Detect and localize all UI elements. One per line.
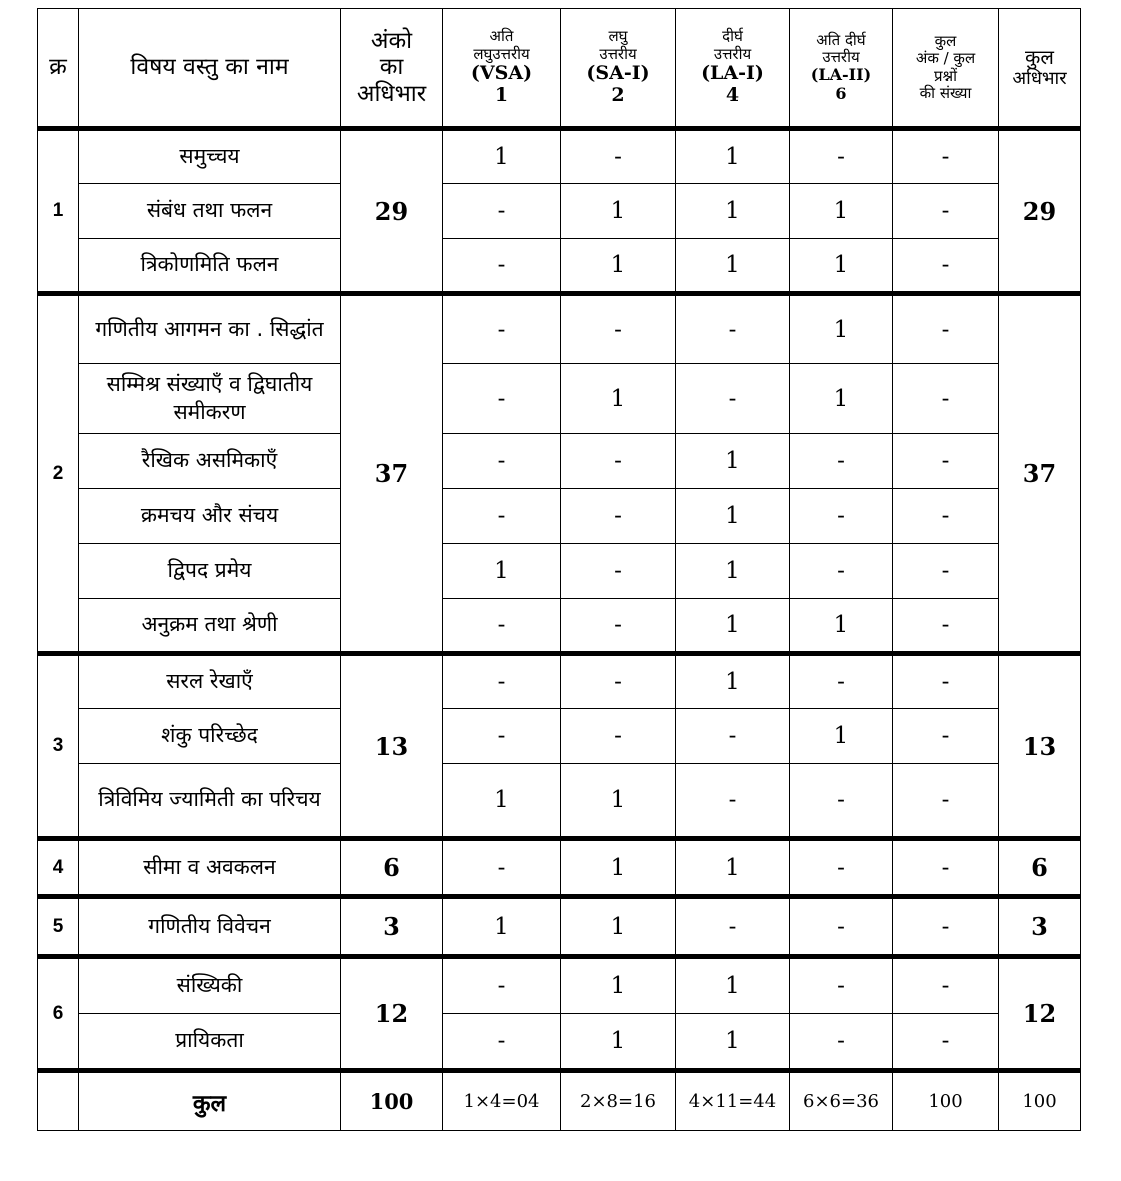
sa-count: 1 — [561, 957, 676, 1014]
table-row — [38, 654, 1081, 709]
header-vsa: अति लघुउत्तरीय (VSA) 1 — [443, 9, 561, 129]
la1-count: 1 — [676, 1014, 790, 1071]
unit-total-weight: 3 — [999, 897, 1081, 957]
total-questions: - — [893, 294, 999, 364]
total-questions: - — [893, 434, 999, 489]
topic-name: गणितीय आगमन का . सिद्धांत — [79, 294, 341, 364]
sa-count: - — [561, 294, 676, 364]
vsa-count: - — [443, 599, 561, 654]
la2-count: - — [790, 544, 893, 599]
total-questions: - — [893, 129, 999, 184]
unit-total-weight: 12 — [999, 957, 1081, 1071]
total-questions: - — [893, 184, 999, 239]
topic-name: प्रायिकता — [79, 1014, 341, 1071]
unit-total-weight: 6 — [999, 839, 1081, 897]
table-row — [38, 1014, 1081, 1071]
la2-count: - — [790, 129, 893, 184]
vsa-count: 1 — [443, 897, 561, 957]
unit-marks-weight: 6 — [341, 839, 443, 897]
topic-name: समुच्चय — [79, 129, 341, 184]
footer-total-weight: 100 — [999, 1071, 1081, 1131]
unit-number: 3 — [38, 654, 79, 839]
topic-name: गणितीय विवेचन — [79, 897, 341, 957]
header-row — [38, 9, 1081, 129]
unit-total-weight: 13 — [999, 654, 1081, 839]
sa-count: - — [561, 434, 676, 489]
total-questions: - — [893, 364, 999, 434]
vsa-count: 1 — [443, 544, 561, 599]
table-row — [38, 294, 1081, 364]
topic-name: अनुक्रम तथा श्रेणी — [79, 599, 341, 654]
unit-number: 6 — [38, 957, 79, 1071]
sa-count: 1 — [561, 184, 676, 239]
sa-count: 1 — [561, 897, 676, 957]
table-body — [38, 129, 1081, 1071]
topic-name: त्रिकोणमिति फलन — [79, 239, 341, 294]
vsa-count: - — [443, 434, 561, 489]
unit-marks-weight: 3 — [341, 897, 443, 957]
unit-number: 5 — [38, 897, 79, 957]
table-row — [38, 839, 1081, 897]
header-sa: लघु उत्तरीय (SA-I) 2 — [561, 9, 676, 129]
topic-name: सम्मिश्र संख्याऍं व द्विघातीय समीकरण — [79, 364, 341, 434]
table-row — [38, 239, 1081, 294]
vsa-count: 1 — [443, 129, 561, 184]
la2-count: - — [790, 654, 893, 709]
topic-name: त्रिविमिय ज्यामिती का परिचय — [79, 764, 341, 839]
sa-count: - — [561, 599, 676, 654]
la1-count: - — [676, 897, 790, 957]
total-questions: - — [893, 599, 999, 654]
total-questions: - — [893, 709, 999, 764]
table-row — [38, 544, 1081, 599]
la1-count: - — [676, 364, 790, 434]
vsa-count: - — [443, 709, 561, 764]
header-la1: दीर्घ उत्तरीय (LA-I) 4 — [676, 9, 790, 129]
la1-count: - — [676, 764, 790, 839]
footer-vsa: 1×4=04 — [443, 1071, 561, 1131]
topic-name: रैखिक असमिकाऍं — [79, 434, 341, 489]
topic-name: सीमा व अवकलन — [79, 839, 341, 897]
topic-name: सरल रेखाऍं — [79, 654, 341, 709]
la2-count: 1 — [790, 294, 893, 364]
la2-count: 1 — [790, 709, 893, 764]
vsa-count: - — [443, 1014, 561, 1071]
sa-count: 1 — [561, 1014, 676, 1071]
vsa-count: - — [443, 184, 561, 239]
la2-count: 1 — [790, 599, 893, 654]
la1-count: - — [676, 294, 790, 364]
la2-count: - — [790, 1014, 893, 1071]
la1-count: 1 — [676, 489, 790, 544]
la1-count: 1 — [676, 129, 790, 184]
unit-number: 1 — [38, 129, 79, 294]
table-row — [38, 184, 1081, 239]
header-total-weight: कुल अधिभार — [999, 9, 1081, 129]
vsa-count: - — [443, 839, 561, 897]
unit-marks-weight: 29 — [341, 129, 443, 294]
la2-count: 1 — [790, 184, 893, 239]
vsa-count: - — [443, 294, 561, 364]
table-row — [38, 764, 1081, 839]
sa-count: 1 — [561, 839, 676, 897]
unit-number: 4 — [38, 839, 79, 897]
footer-la2: 6×6=36 — [790, 1071, 893, 1131]
la2-count: 1 — [790, 364, 893, 434]
la1-count: 1 — [676, 544, 790, 599]
unit-marks-weight: 13 — [341, 654, 443, 839]
vsa-count: - — [443, 239, 561, 294]
sa-count: 1 — [561, 364, 676, 434]
total-questions: - — [893, 839, 999, 897]
footer-row — [38, 1071, 1081, 1131]
unit-marks-weight: 12 — [341, 957, 443, 1071]
la1-count: 1 — [676, 654, 790, 709]
total-questions: - — [893, 764, 999, 839]
header-total-questions: कुल अंक / कुल प्रश्नों की संख्या — [893, 9, 999, 129]
total-questions: - — [893, 239, 999, 294]
total-questions: - — [893, 897, 999, 957]
total-questions: - — [893, 544, 999, 599]
la2-count: 1 — [790, 239, 893, 294]
footer-label: कुल — [79, 1071, 341, 1131]
sa-count: - — [561, 489, 676, 544]
la1-count: - — [676, 709, 790, 764]
table-row — [38, 599, 1081, 654]
sa-count: - — [561, 709, 676, 764]
la1-count: 1 — [676, 957, 790, 1014]
la1-count: 1 — [676, 184, 790, 239]
table-row — [38, 129, 1081, 184]
sa-count: - — [561, 129, 676, 184]
blueprint-table — [37, 8, 1081, 1131]
la2-count: - — [790, 839, 893, 897]
table-row — [38, 364, 1081, 434]
sa-count: 1 — [561, 764, 676, 839]
total-questions: - — [893, 1014, 999, 1071]
topic-name: क्रमचय और संचय — [79, 489, 341, 544]
table-row — [38, 489, 1081, 544]
table-row — [38, 434, 1081, 489]
vsa-count: - — [443, 364, 561, 434]
sa-count: - — [561, 654, 676, 709]
table-row — [38, 709, 1081, 764]
header-marks-weight: अंको का अधिभार — [341, 9, 443, 129]
la1-count: 1 — [676, 599, 790, 654]
footer-la1: 4×11=44 — [676, 1071, 790, 1131]
header-la2: अति दीर्घ उत्तरीय (LA-II) 6 — [790, 9, 893, 129]
topic-name: संख्यिकी — [79, 957, 341, 1014]
footer-total-questions: 100 — [893, 1071, 999, 1131]
total-questions: - — [893, 654, 999, 709]
unit-total-weight: 37 — [999, 294, 1081, 654]
header-subject: विषय वस्तु का नाम — [79, 9, 341, 129]
la2-count: - — [790, 764, 893, 839]
vsa-count: - — [443, 654, 561, 709]
unit-marks-weight: 37 — [341, 294, 443, 654]
unit-number: 2 — [38, 294, 79, 654]
vsa-count: - — [443, 957, 561, 1014]
header-sn: क्र — [38, 9, 79, 129]
sa-count: 1 — [561, 239, 676, 294]
unit-total-weight: 29 — [999, 129, 1081, 294]
topic-name: शंकु परिच्छेद — [79, 709, 341, 764]
table-row — [38, 957, 1081, 1014]
la2-count: - — [790, 434, 893, 489]
topic-name: द्विपद प्रमेय — [79, 544, 341, 599]
topic-name: संबंध तथा फलन — [79, 184, 341, 239]
la2-count: - — [790, 957, 893, 1014]
la1-count: 1 — [676, 239, 790, 294]
table-row — [38, 897, 1081, 957]
la1-count: 1 — [676, 434, 790, 489]
vsa-count: 1 — [443, 764, 561, 839]
sa-count: - — [561, 544, 676, 599]
total-questions: - — [893, 489, 999, 544]
total-questions: - — [893, 957, 999, 1014]
la1-count: 1 — [676, 839, 790, 897]
footer-empty — [38, 1071, 79, 1131]
vsa-count: - — [443, 489, 561, 544]
la2-count: - — [790, 897, 893, 957]
la2-count: - — [790, 489, 893, 544]
footer-marks: 100 — [341, 1071, 443, 1131]
footer-sa: 2×8=16 — [561, 1071, 676, 1131]
